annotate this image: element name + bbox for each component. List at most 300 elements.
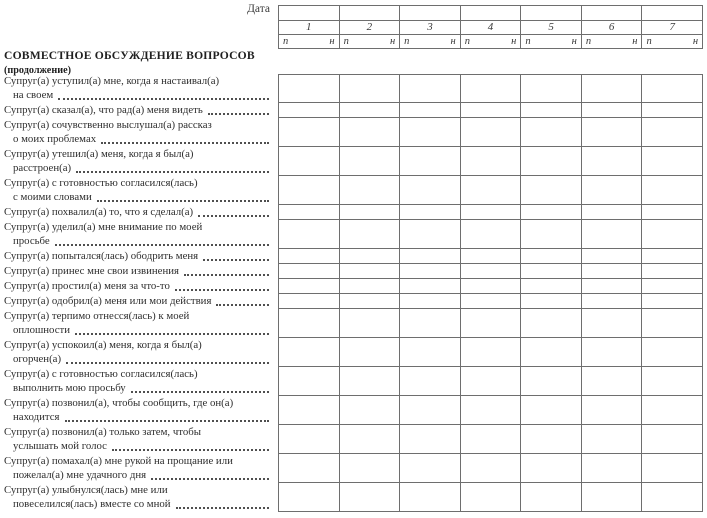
answer-cell	[340, 249, 401, 264]
answer-cell	[340, 205, 401, 220]
item-line	[4, 368, 270, 382]
item-row	[0, 118, 703, 147]
answer-cell	[400, 220, 461, 249]
n-sublabel: н	[329, 36, 335, 47]
answer-cell	[642, 176, 703, 205]
item-line-text: Супруг(а) позвонил(а), чтобы сообщить, где он(а)	[4, 397, 234, 409]
answer-cell	[400, 454, 461, 483]
answer-cell	[582, 147, 643, 176]
item-line	[4, 148, 270, 162]
item-line	[4, 162, 270, 176]
item-text	[0, 103, 278, 118]
item-line-text: Супруг(а) принес мне свои извинения	[4, 265, 179, 277]
dot-leader	[208, 113, 269, 115]
item-line	[4, 411, 270, 425]
answer-cell	[521, 249, 582, 264]
answer-cells	[278, 205, 703, 220]
item-row	[0, 205, 703, 220]
n-sublabel: н	[632, 36, 638, 47]
answer-cell	[461, 147, 522, 176]
answer-cell	[461, 118, 522, 147]
answer-cell	[642, 74, 703, 103]
header-table	[278, 5, 703, 49]
answer-cell	[340, 279, 401, 294]
item-text	[0, 74, 278, 103]
item-line	[4, 324, 270, 338]
item-line-text: Супруг(а) терпимо отнесся(лась) к моей	[4, 310, 190, 322]
item-line-text: выполнить мою просьбу	[13, 381, 126, 394]
answer-cell	[642, 118, 703, 147]
answer-cell	[340, 147, 401, 176]
item-line	[4, 397, 270, 411]
answer-cell	[340, 176, 401, 205]
item-text	[0, 309, 278, 338]
item-line	[4, 75, 270, 89]
item-line	[4, 206, 270, 220]
item-line-text: оплошности	[13, 323, 71, 336]
answer-cell	[582, 367, 643, 396]
answer-cells	[278, 338, 703, 367]
item-line-text: Супруг(а) помахал(а) мне рукой на прощание или	[4, 455, 233, 467]
item-line	[4, 455, 270, 469]
answer-cell	[279, 483, 340, 512]
answer-cell	[279, 294, 340, 309]
item-line-text: на своем	[13, 88, 54, 101]
item-line-text: Супруг(а) простил(а) меня за что-то	[4, 280, 170, 292]
answer-cell	[642, 425, 703, 454]
answer-cell	[521, 74, 582, 103]
item-line	[4, 426, 270, 440]
column-number-cell: 2	[340, 21, 401, 34]
dot-leader	[65, 420, 269, 422]
pn-cell	[582, 35, 643, 48]
item-row	[0, 249, 703, 264]
answer-cell	[461, 425, 522, 454]
answer-cell	[340, 220, 401, 249]
section-title: СОВМЕСТНОЕ ОБСУЖДЕНИЕ ВОПРОСОВ	[4, 49, 255, 62]
answer-cell	[521, 367, 582, 396]
answer-cell	[582, 279, 643, 294]
date-cell	[279, 6, 340, 20]
item-line-text: Супруг(а) утешил(а) меня, когда я был(а)	[4, 148, 194, 160]
answer-cell	[340, 425, 401, 454]
pn-subheader-row	[279, 34, 702, 48]
p-sublabel: п	[283, 36, 289, 47]
date-cell	[521, 6, 582, 20]
answer-cells	[278, 294, 703, 309]
answer-cell	[400, 309, 461, 338]
answer-cell	[400, 118, 461, 147]
answer-cell	[340, 309, 401, 338]
item-row	[0, 294, 703, 309]
answer-cell	[582, 220, 643, 249]
answer-cell	[521, 118, 582, 147]
answer-cell	[279, 338, 340, 367]
answer-cell	[400, 483, 461, 512]
item-line	[4, 440, 270, 454]
answer-cell	[582, 483, 643, 512]
answer-cell	[521, 264, 582, 279]
item-line-text: Супруг(а) улыбнулся(лась) мне или	[4, 484, 168, 496]
answer-cell	[642, 309, 703, 338]
p-sublabel: п	[585, 36, 592, 47]
answer-cells	[278, 103, 703, 118]
dot-leader	[66, 362, 269, 364]
answer-cell	[521, 176, 582, 205]
item-row	[0, 220, 703, 249]
column-numbers-row	[279, 20, 702, 34]
p-sublabel: п	[343, 36, 349, 47]
answer-cell	[642, 147, 703, 176]
item-text	[0, 425, 278, 454]
answer-cell	[279, 147, 340, 176]
answer-cell	[279, 425, 340, 454]
answer-cell	[340, 367, 401, 396]
item-line-text: огорчен(а)	[13, 352, 62, 365]
answer-cells	[278, 264, 703, 279]
answer-cell	[582, 205, 643, 220]
answer-cells	[278, 396, 703, 425]
dot-leader	[55, 244, 269, 246]
answer-cell	[582, 264, 643, 279]
answer-cell	[400, 74, 461, 103]
item-text	[0, 176, 278, 205]
answer-cell	[461, 205, 522, 220]
answer-cell	[400, 396, 461, 425]
answer-cell	[521, 483, 582, 512]
answer-cell	[461, 294, 522, 309]
answer-cells	[278, 367, 703, 396]
item-text	[0, 396, 278, 425]
answer-cell	[279, 220, 340, 249]
item-line-text: находится	[13, 410, 60, 423]
dot-leader	[112, 449, 269, 451]
item-line	[4, 104, 270, 118]
answer-cell	[642, 294, 703, 309]
item-line-text: Супруг(а) попытался(лась) ободрить меня	[4, 250, 199, 262]
pn-cell	[340, 35, 401, 48]
n-sublabel: н	[389, 36, 396, 47]
pn-cell	[400, 35, 461, 48]
item-line	[4, 484, 270, 498]
item-row	[0, 454, 703, 483]
answer-cell	[582, 294, 643, 309]
answer-cell	[279, 367, 340, 396]
answer-cell	[642, 279, 703, 294]
item-line	[4, 382, 270, 396]
item-row	[0, 147, 703, 176]
answer-cells	[278, 220, 703, 249]
dot-leader	[184, 274, 269, 276]
answer-cell	[521, 147, 582, 176]
answer-cell	[521, 338, 582, 367]
answer-cell	[400, 367, 461, 396]
answer-cell	[400, 279, 461, 294]
item-line	[4, 295, 270, 309]
dot-leader	[203, 259, 269, 261]
item-line-text: Супруг(а) одобрил(а) меня или мои действия	[4, 295, 212, 307]
answer-cell	[642, 367, 703, 396]
answer-cell	[642, 220, 703, 249]
answer-cells	[278, 454, 703, 483]
answer-cell	[279, 396, 340, 425]
answer-cell	[642, 103, 703, 118]
answer-cells	[278, 279, 703, 294]
answer-cell	[461, 74, 522, 103]
date-cell	[461, 6, 522, 20]
dot-leader	[176, 507, 269, 509]
answer-cells	[278, 425, 703, 454]
answer-cell	[461, 249, 522, 264]
date-row	[279, 6, 702, 20]
item-row	[0, 176, 703, 205]
item-text	[0, 294, 278, 309]
item-text	[0, 249, 278, 264]
items-and-grid	[0, 74, 703, 512]
item-text	[0, 220, 278, 249]
item-line-text: Супруг(а) уступил(а) мне, когда я настаивал(а)	[4, 75, 220, 87]
answer-cell	[340, 74, 401, 103]
dot-leader	[76, 171, 269, 173]
answer-cell	[279, 454, 340, 483]
answer-cell	[461, 176, 522, 205]
item-line	[4, 89, 270, 103]
pn-cell	[279, 35, 340, 48]
answer-cell	[582, 396, 643, 425]
answer-cell	[461, 338, 522, 367]
item-row	[0, 367, 703, 396]
item-line	[4, 177, 270, 191]
answer-cell	[642, 454, 703, 483]
item-line	[4, 469, 270, 483]
answer-cell	[582, 74, 643, 103]
answer-cell	[461, 279, 522, 294]
item-text	[0, 205, 278, 220]
item-row	[0, 425, 703, 454]
item-line-text: просьбе	[13, 234, 50, 247]
answer-cell	[642, 205, 703, 220]
item-line-text: Супруг(а) похвалил(а) то, что я сделал(а)	[4, 206, 194, 218]
item-line	[4, 353, 270, 367]
answer-cell	[582, 103, 643, 118]
answer-cell	[279, 264, 340, 279]
n-sublabel: н	[692, 36, 699, 47]
item-row	[0, 264, 703, 279]
answer-cell	[582, 309, 643, 338]
answer-cell	[461, 454, 522, 483]
item-line	[4, 250, 270, 264]
dot-leader	[75, 333, 269, 335]
item-line-text: расстроен(а)	[13, 161, 72, 174]
dot-leader	[216, 304, 269, 306]
answer-cell	[521, 279, 582, 294]
dot-leader	[101, 142, 269, 144]
item-text	[0, 483, 278, 512]
answer-cells	[278, 176, 703, 205]
item-line-text: пожелал(а) мне удачного дня	[13, 468, 147, 481]
answer-cell	[521, 454, 582, 483]
answer-cell	[521, 309, 582, 338]
answer-cell	[400, 249, 461, 264]
n-sublabel: н	[511, 36, 517, 47]
p-sublabel: п	[404, 36, 410, 47]
item-line-text: Супруг(а) сказал(а), что рад(а) меня видеть	[4, 104, 203, 116]
p-sublabel: п	[464, 36, 470, 47]
answer-cell	[642, 483, 703, 512]
answer-cell	[642, 338, 703, 367]
answer-cell	[400, 338, 461, 367]
answer-cells	[278, 309, 703, 338]
p-sublabel: п	[525, 36, 531, 47]
answer-cell	[340, 294, 401, 309]
answer-cell	[461, 103, 522, 118]
answer-cell	[461, 264, 522, 279]
pn-cell	[461, 35, 522, 48]
answer-cell	[340, 118, 401, 147]
answer-cell	[582, 454, 643, 483]
item-line-text: повеселился(лась) вместе со мной	[13, 497, 171, 510]
item-line-text: Супруг(а) сочувственно выслушал(а) рассказ	[4, 119, 212, 131]
answer-cell	[279, 176, 340, 205]
answer-cell	[461, 396, 522, 425]
item-line	[4, 498, 270, 512]
item-text	[0, 279, 278, 294]
answer-cell	[582, 338, 643, 367]
answer-cell	[582, 249, 643, 264]
section-subtitle: (продолжение)	[4, 65, 71, 76]
date-cell	[582, 6, 643, 20]
column-number-cell: 4	[461, 21, 522, 34]
answer-cells	[278, 483, 703, 512]
answer-cell	[582, 425, 643, 454]
item-line-text: с моими словами	[13, 190, 92, 203]
p-sublabel: п	[646, 36, 652, 47]
answer-cell	[521, 425, 582, 454]
item-line	[4, 280, 270, 294]
answer-cell	[279, 118, 340, 147]
item-line	[4, 221, 270, 235]
pn-cell	[642, 35, 702, 48]
item-line-text: о моих проблемах	[13, 132, 97, 145]
item-line	[4, 310, 270, 324]
item-line-text: Супруг(а) уделил(а) мне внимание по моей	[4, 221, 203, 233]
answer-cell	[461, 220, 522, 249]
answer-cell	[279, 309, 340, 338]
answer-cell	[461, 309, 522, 338]
answer-cell	[400, 103, 461, 118]
item-line-text: Супруг(а) с готовностью согласился(лась)	[4, 368, 198, 380]
item-text	[0, 147, 278, 176]
answer-cell	[521, 396, 582, 425]
item-line	[4, 119, 270, 133]
column-number-cell: 7	[669, 21, 675, 33]
item-line	[4, 339, 270, 353]
answer-cell	[340, 454, 401, 483]
column-number-cell: 3	[400, 21, 461, 34]
item-row	[0, 74, 703, 103]
date-label: Дата	[247, 3, 270, 15]
answer-cell	[279, 205, 340, 220]
answer-cell	[400, 147, 461, 176]
answer-cell	[340, 264, 401, 279]
pn-cell	[521, 35, 582, 48]
answer-cells	[278, 118, 703, 147]
n-sublabel: н	[450, 36, 456, 47]
answer-cells	[278, 147, 703, 176]
column-number-cell: 6	[582, 21, 643, 34]
item-text	[0, 118, 278, 147]
item-row	[0, 279, 703, 294]
answer-cells	[278, 74, 703, 103]
column-number-cell: 1	[279, 21, 340, 34]
dot-leader	[175, 289, 269, 291]
item-line-text: Супруг(а) с готовностью согласился(лась)	[4, 177, 198, 189]
dot-leader	[198, 215, 269, 217]
answer-cell	[279, 249, 340, 264]
answer-cell	[400, 294, 461, 309]
item-row	[0, 309, 703, 338]
section-heading	[4, 49, 274, 77]
item-line	[4, 235, 270, 249]
dot-leader	[58, 98, 269, 100]
answer-cell	[521, 205, 582, 220]
item-row	[0, 338, 703, 367]
answer-cell	[521, 103, 582, 118]
item-line-text: Супруг(а) успокоил(а) меня, когда я был(а)	[4, 339, 202, 351]
answer-cell	[642, 249, 703, 264]
answer-cell	[279, 74, 340, 103]
item-line	[4, 191, 270, 205]
answer-cell	[400, 264, 461, 279]
answer-cell	[400, 425, 461, 454]
answer-cell	[642, 264, 703, 279]
item-line	[4, 265, 270, 279]
n-sublabel: н	[571, 36, 577, 47]
answer-cell	[582, 176, 643, 205]
item-row	[0, 103, 703, 118]
answer-cells	[278, 249, 703, 264]
item-row	[0, 396, 703, 425]
answer-cell	[279, 279, 340, 294]
dot-leader	[131, 391, 269, 393]
date-cell	[400, 6, 461, 20]
item-text	[0, 264, 278, 279]
item-text	[0, 367, 278, 396]
answer-cell	[340, 338, 401, 367]
answer-cell	[582, 118, 643, 147]
answer-cell	[521, 220, 582, 249]
item-line-text: Супруг(а) позвонил(а) только затем, чтобы	[4, 426, 201, 438]
item-line-text: услышать мой голос	[13, 439, 107, 452]
answer-cell	[279, 103, 340, 118]
item-line	[4, 133, 270, 147]
answer-cell	[521, 294, 582, 309]
date-cell	[340, 6, 401, 20]
answer-cell	[400, 176, 461, 205]
dot-leader	[151, 478, 269, 480]
item-row	[0, 483, 703, 512]
item-text	[0, 454, 278, 483]
answer-cell	[400, 205, 461, 220]
answer-cell	[340, 396, 401, 425]
answer-cell	[340, 483, 401, 512]
date-cell	[642, 6, 702, 20]
column-number-cell: 5	[521, 21, 582, 34]
dot-leader	[97, 200, 269, 202]
answer-cell	[340, 103, 401, 118]
answer-cell	[642, 396, 703, 425]
answer-cell	[461, 483, 522, 512]
